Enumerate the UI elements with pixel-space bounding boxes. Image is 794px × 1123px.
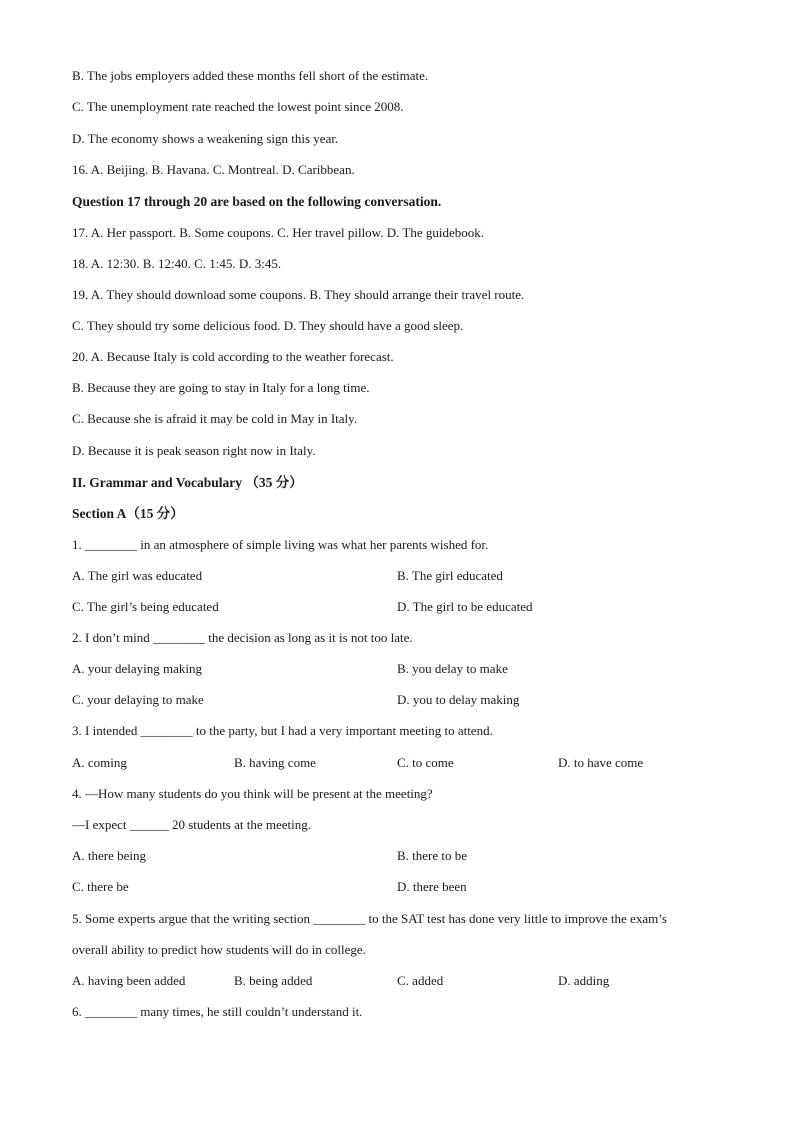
grammar-question-5: 5. Some experts argue that the writing section ________ to the SAT test has done very little to improve the exam’s: [72, 911, 667, 926]
grammar-question-1: 1. ________ in an atmosphere of simple living was what her parents wished for.: [72, 537, 489, 552]
gq5-option-b: B. being added: [234, 973, 313, 988]
grammar-question-6: 6. ________ many times, he still couldn’t understand it.: [72, 1004, 363, 1019]
q19-options-cd: C. They should try some delicious food. D. They should have a good sleep.: [72, 318, 464, 333]
gq3-option-a: A. coming: [72, 755, 127, 770]
question-16: 16. A. Beijing. B. Havana. C. Montreal. D. Caribbean.: [72, 162, 355, 177]
q15-option-c: C. The unemployment rate reached the lowest point since 2008.: [72, 99, 404, 114]
gq4-option-d: D. there been: [397, 879, 467, 894]
grammar-question-2: 2. I don’t mind ________ the decision as long as it is not too late.: [72, 630, 413, 645]
question-17: 17. A. Her passport. B. Some coupons. C. Her travel pillow. D. The guidebook.: [72, 225, 484, 240]
gq2-option-c: C. your delaying to make: [72, 692, 204, 707]
gq5-option-c: C. added: [397, 973, 444, 988]
q20-option-d: D. Because it is peak season right now in Italy.: [72, 443, 316, 458]
gq4-option-c: C. there be: [72, 879, 129, 894]
gq3-option-b: B. having come: [234, 755, 316, 770]
gq3-option-c: C. to come: [397, 755, 454, 770]
gq1-option-d: D. The girl to be educated: [397, 599, 533, 614]
gq5-continuation: overall ability to predict how students will do in college.: [72, 942, 366, 957]
question-19: 19. A. They should download some coupons. B. They should arrange their travel route.: [72, 287, 525, 302]
gq5-option-d: D. adding: [558, 973, 610, 988]
grammar-question-3: 3. I intended ________ to the party, but I had a very important meeting to attend.: [72, 723, 493, 738]
gq1-option-a: A. The girl was educated: [72, 568, 203, 583]
gq1-option-b: B. The girl educated: [397, 568, 503, 583]
part-ii-heading: II. Grammar and Vocabulary （35 分）: [72, 475, 303, 490]
gq2-option-b: B. you delay to make: [397, 661, 508, 676]
question-20: 20. A. Because Italy is cold according to the weather forecast.: [72, 349, 394, 364]
q20-option-b: B. Because they are going to stay in Italy for a long time.: [72, 380, 370, 395]
grammar-question-4: 4. —How many students do you think will be present at the meeting?: [72, 786, 433, 801]
gq1-option-c: C. The girl’s being educated: [72, 599, 219, 614]
gq3-option-d: D. to have come: [558, 755, 644, 770]
q15-option-b: B. The jobs employers added these months fell short of the estimate.: [72, 68, 429, 83]
gq5-option-a: A. having been added: [72, 973, 186, 988]
section-a-heading: Section A（15 分）: [72, 506, 184, 521]
gq2-option-d: D. you to delay making: [397, 692, 520, 707]
gq4-option-b: B. there to be: [397, 848, 468, 863]
q20-option-c: C. Because she is afraid it may be cold in May in Italy.: [72, 411, 358, 426]
gq4-response: —I expect ______ 20 students at the meeting.: [72, 817, 312, 832]
question-18: 18. A. 12:30. B. 12:40. C. 1:45. D. 3:45.: [72, 256, 282, 271]
gq4-option-a: A. there being: [72, 848, 147, 863]
q15-option-d: D. The economy shows a weakening sign this year.: [72, 131, 339, 146]
gq2-option-a: A. your delaying making: [72, 661, 202, 676]
conversation-heading: Question 17 through 20 are based on the following conversation.: [72, 194, 442, 209]
